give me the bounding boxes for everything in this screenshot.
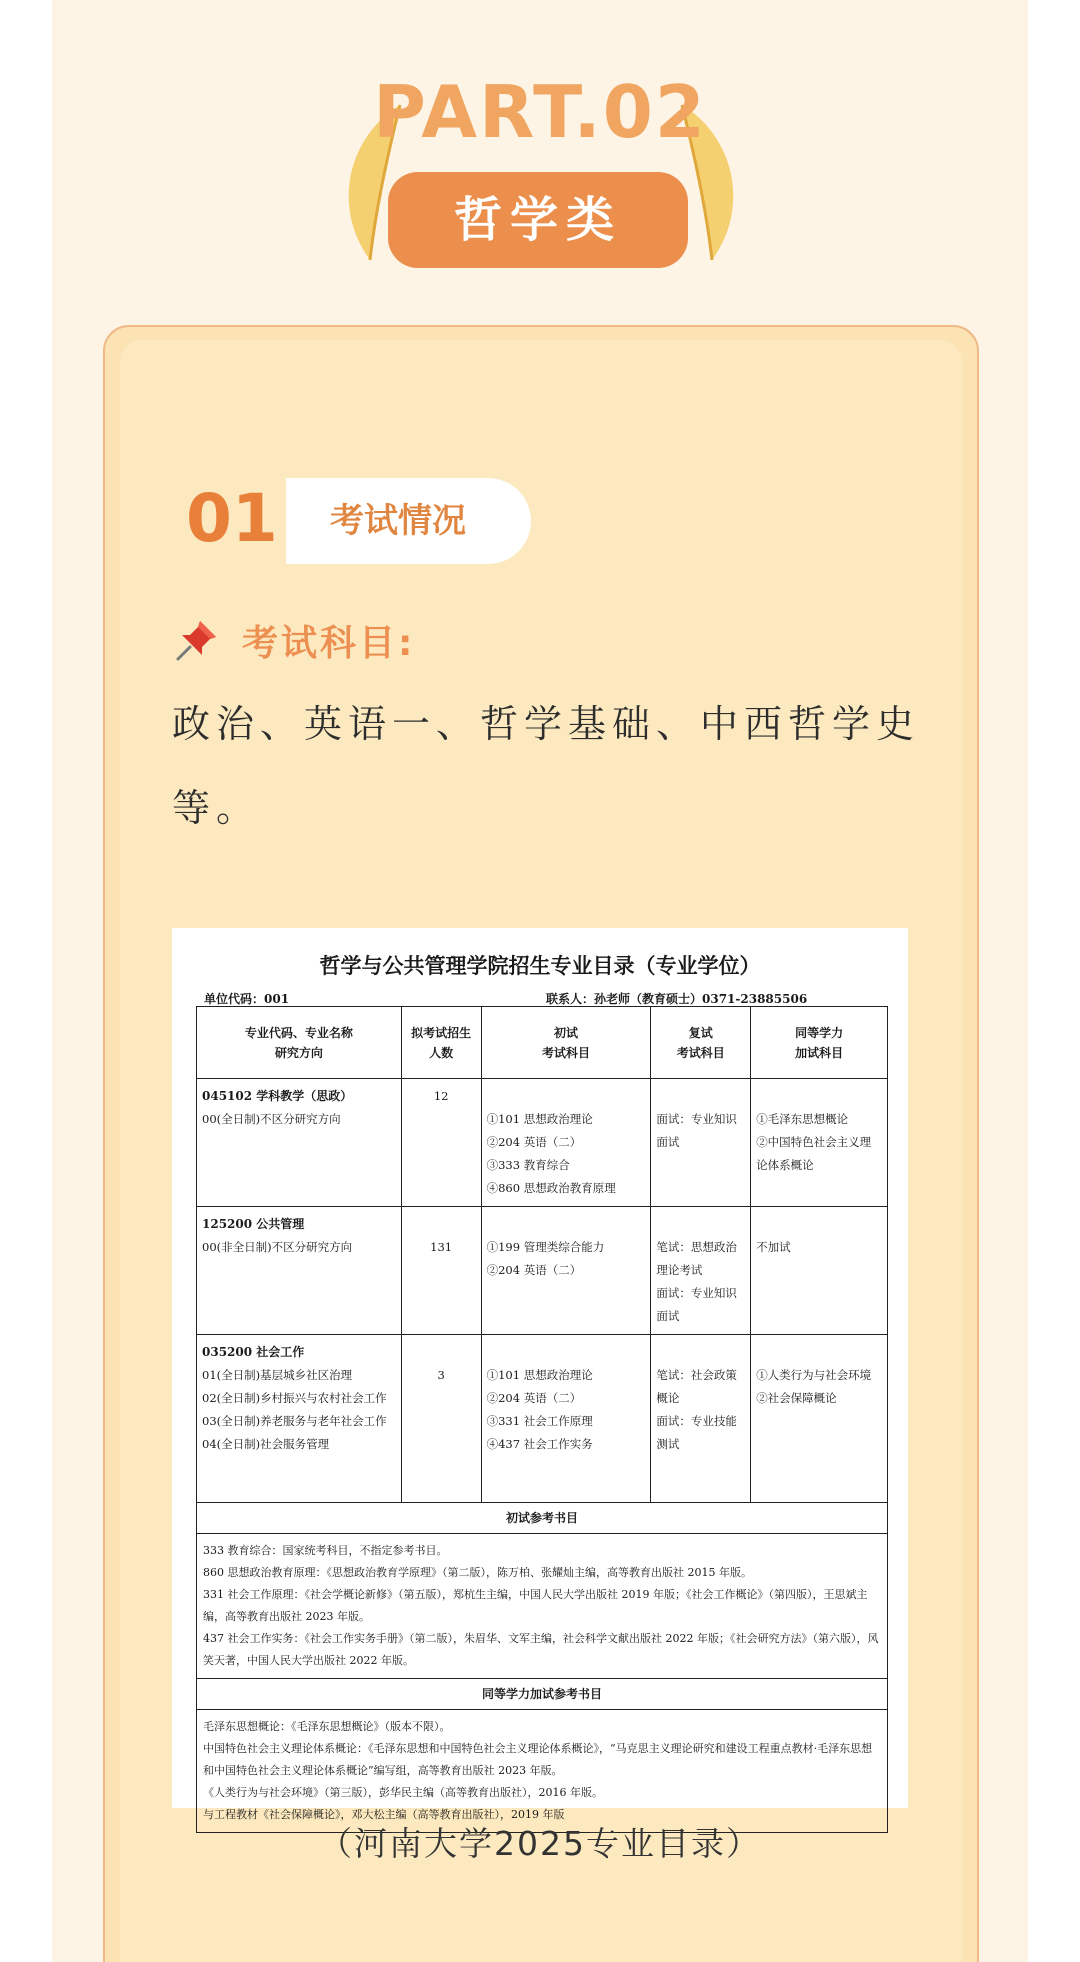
table-row bbox=[197, 1207, 888, 1335]
equivalent-refs-cell bbox=[197, 1710, 888, 1833]
subject-item: ②204 英语（二） bbox=[486, 1135, 582, 1149]
unit-code: 单位代码：001 bbox=[204, 992, 290, 1006]
retest-item: 面试：专业知识面试 bbox=[656, 1286, 737, 1323]
reference-item: 333 教育综合：国家统考科目，不指定参考书目。 bbox=[203, 1544, 448, 1557]
initial-subjects-cell bbox=[481, 1207, 651, 1335]
direction: 04(全日制)社会服务管理 bbox=[202, 1437, 330, 1451]
initial-subjects-cell bbox=[481, 1079, 651, 1207]
initial-subjects-cell bbox=[481, 1335, 651, 1503]
section-title: 考试情况 bbox=[286, 478, 531, 564]
reference-item: 《人类行为与社会环境》（第三版），彭华民主编（高等教育出版社），2016 年版。 bbox=[203, 1786, 603, 1799]
major-cell bbox=[197, 1079, 402, 1207]
section-number: 01 bbox=[186, 480, 278, 557]
subject-item: ①101 思想政治理论 bbox=[486, 1112, 593, 1126]
subject-item: ④860 思想政治教育原理 bbox=[486, 1181, 616, 1195]
equivalent-item: ②社会保障概论 bbox=[756, 1391, 837, 1405]
equivalent-cell bbox=[751, 1335, 888, 1503]
equivalent-cell bbox=[751, 1207, 888, 1335]
reference-item: 860 思想政治教育原理：《思想政治教育学原理》（第二版），陈万柏、张耀灿主编，高等教育出版社 2015 年版。 bbox=[203, 1566, 752, 1579]
direction: 03(全日制)养老服务与老年社会工作 bbox=[202, 1414, 387, 1428]
major-name: 035200 社会工作 bbox=[202, 1345, 305, 1359]
equivalent-refs-title: 同等学力加试参考书目 bbox=[197, 1679, 888, 1710]
retest-item: 面试：专业技能测试 bbox=[656, 1414, 737, 1451]
part-header bbox=[0, 0, 1080, 290]
equivalent-refs-header-row bbox=[197, 1679, 888, 1710]
count-cell: 3 bbox=[401, 1335, 481, 1503]
catalog-table bbox=[196, 1006, 888, 1833]
equivalent-cell bbox=[751, 1079, 888, 1207]
subject-item: ②204 英语（二） bbox=[486, 1263, 582, 1277]
subject-item: ③331 社会工作原理 bbox=[486, 1414, 593, 1428]
exam-subjects-label: 考试科目: bbox=[242, 622, 416, 664]
initial-refs-title: 初试参考书目 bbox=[197, 1503, 888, 1534]
table-row bbox=[197, 1335, 888, 1503]
reference-item: 与工程教材《社会保障概论》，邓大松主编（高等教育出版社），2019 年版 bbox=[203, 1808, 565, 1821]
exam-subjects-text: 政治、英语一、哲学基础、中西哲学史等。 bbox=[172, 702, 921, 830]
retest-cell bbox=[651, 1207, 751, 1335]
retest-item: 面试：专业知识面试 bbox=[656, 1112, 737, 1149]
exam-subjects-heading bbox=[172, 610, 415, 670]
image-caption: （河南大学2025专业目录） bbox=[319, 1824, 761, 1863]
major-cell bbox=[197, 1335, 402, 1503]
retest-item: 笔试：社会政策概论 bbox=[656, 1368, 737, 1405]
subject-item: ①101 思想政治理论 bbox=[486, 1368, 593, 1382]
initial-refs-row bbox=[197, 1534, 888, 1679]
reference-item: 中国特色社会主义理论体系概论：《毛泽东思想和中国特色社会主义理论体系概论》，“马克思主义理论研究和建设工程重点教材·毛泽东思想和中国特色社会主义理论体系概论”编写组，高等教育出版社 2023 年版。 bbox=[203, 1742, 873, 1777]
major-name: 045102 学科教学（思政） bbox=[202, 1089, 353, 1103]
category-badge: 哲学类 bbox=[388, 172, 688, 268]
equivalent-item: 不加试 bbox=[756, 1240, 791, 1254]
subject-item: ③333 教育综合 bbox=[486, 1158, 570, 1172]
initial-refs-header-row bbox=[197, 1503, 888, 1534]
equivalent-item: ①人类行为与社会环境 bbox=[756, 1368, 872, 1382]
retest-cell bbox=[651, 1335, 751, 1503]
retest-cell bbox=[651, 1079, 751, 1207]
subject-item: ②204 英语（二） bbox=[486, 1391, 582, 1405]
part-title: PART.02 bbox=[373, 70, 707, 154]
major-name: 125200 公共管理 bbox=[202, 1217, 305, 1231]
reference-item: 毛泽东思想概论：《毛泽东思想概论》（版本不限）。 bbox=[203, 1720, 451, 1733]
direction: 01(全日制)基层城乡社区治理 bbox=[202, 1368, 353, 1382]
column-header: 初试 考试科目 bbox=[481, 1007, 651, 1079]
pushpin-icon bbox=[172, 615, 222, 665]
initial-refs-cell bbox=[197, 1534, 888, 1679]
reference-item: 331 社会工作原理：《社会学概论新修》（第五版），郑杭生主编，中国人民大学出版社 2019 年版；《社会工作概论》（第四版），王思斌主编，高等教育出版社 2023 年版。 bbox=[203, 1588, 868, 1623]
direction: 00(全日制)不区分研究方向 bbox=[202, 1112, 341, 1126]
column-header: 复试 考试科目 bbox=[651, 1007, 751, 1079]
column-header: 拟考试招生 人数 bbox=[401, 1007, 481, 1079]
column-header: 专业代码、专业名称 研究方向 bbox=[197, 1007, 402, 1079]
count-cell: 12 bbox=[401, 1079, 481, 1207]
equivalent-item: ①毛泽东思想概论 bbox=[756, 1112, 849, 1126]
subject-item: ④437 社会工作实务 bbox=[486, 1437, 593, 1451]
catalog-title: 哲学与公共管理学院招生专业目录（专业学位） bbox=[319, 954, 761, 978]
equivalent-item: ②中国特色社会主义理论体系概论 bbox=[756, 1135, 872, 1172]
column-header: 同等学力 加试科目 bbox=[751, 1007, 888, 1079]
table-row bbox=[197, 1079, 888, 1207]
count-cell: 131 bbox=[401, 1207, 481, 1335]
major-cell bbox=[197, 1207, 402, 1335]
reference-item: 437 社会工作实务：《社会工作实务手册》（第二版），朱眉华、文军主编，社会科学文献出版社 2022 年版；《社会研究方法》（第六版），风笑天著，中国人民大学出版社 2022 年版。 bbox=[203, 1632, 879, 1667]
direction: 02(全日制)乡村振兴与农村社会工作 bbox=[202, 1391, 387, 1405]
contact-info: 联系人：孙老师（教育硕士）0371-23885506 bbox=[546, 992, 808, 1006]
table-header-row bbox=[197, 1007, 888, 1079]
catalog-document-image bbox=[172, 928, 908, 1821]
equivalent-refs-row bbox=[197, 1710, 888, 1833]
direction: 00(非全日制)不区分研究方向 bbox=[202, 1240, 353, 1254]
subject-item: ①199 管理类综合能力 bbox=[486, 1240, 605, 1254]
retest-item: 笔试：思想政治理论考试 bbox=[656, 1240, 737, 1277]
